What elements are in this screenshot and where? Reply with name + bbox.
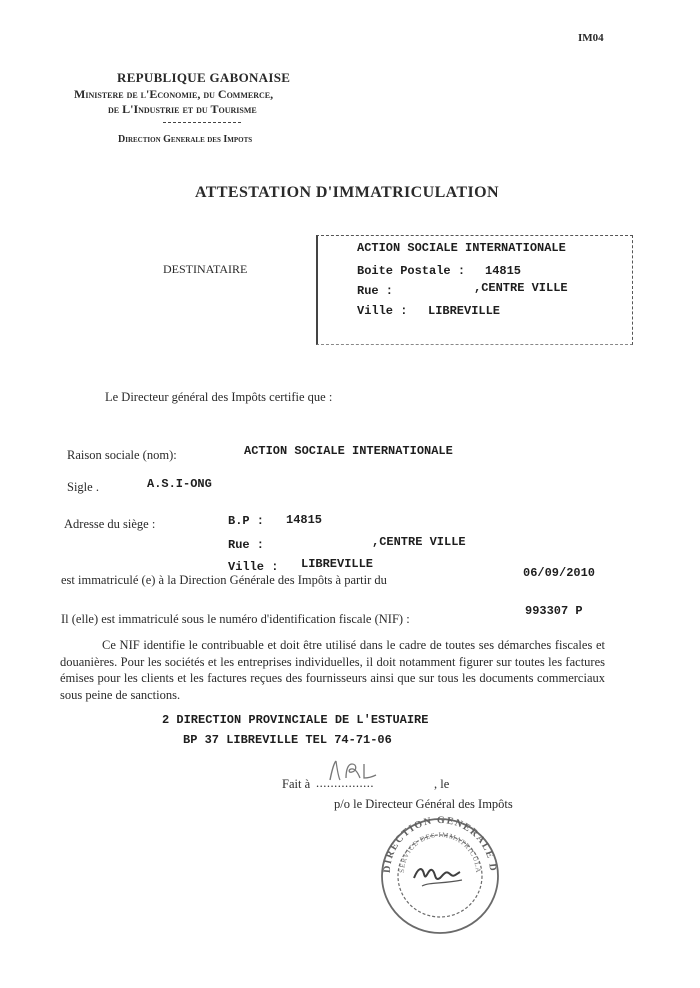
recipient-rue-label: Rue :	[357, 284, 394, 298]
recipient-rue-value: ,CENTRE VILLE	[474, 281, 568, 295]
nif-statement: Il (elle) est immatriculé sous le numéro d'identification fiscale (NIF) :	[61, 612, 410, 626]
registration-statement: est immatriculé (e) à la Direction Générale des Impôts à partir du	[61, 573, 387, 587]
form-code: IM04	[578, 32, 604, 44]
siege-bp-label: B.P :	[228, 514, 265, 528]
recipient-bp-label: Boite Postale :	[357, 264, 466, 278]
stamp-outer-text: DIRECTION GENERALE D	[381, 814, 499, 874]
recipient-ville-value: LIBREVILLE	[428, 304, 501, 318]
fait-a-dotted-line: ................	[316, 776, 374, 790]
adresse-siege-label: Adresse du siège :	[64, 517, 156, 531]
nif-usage-paragraph: Ce NIF identifie le contribuable et doit être utilisé dans le cadre de toutes ses démarches fiscales et douanières. Pour les sociétés et les entreprises individuelles, il doit notamment figurer sur toutes les factures émises pour les clients et les factures reçues des fournisseurs ainsi que sur tous les documents commerciaux sous peine de sanctions.	[60, 638, 605, 702]
recipient-name: ACTION SOCIALE INTERNATIONALE	[357, 241, 566, 255]
recipient-bp-value: 14815	[485, 264, 522, 278]
document-title: ATTESTATION D'IMMATRICULATION	[195, 184, 499, 201]
fait-le-label: , le	[434, 777, 450, 791]
signatory-line: p/o le Directeur Général des Impôts	[334, 797, 513, 811]
recipient-ville-label: Ville :	[357, 304, 408, 318]
siege-ville-value: LIBREVILLE	[301, 557, 374, 571]
siege-bp-value: 14815	[286, 513, 323, 527]
official-stamp	[370, 808, 510, 943]
certify-statement: Le Directeur général des Impôts certifie que :	[105, 390, 333, 404]
header-divider	[163, 122, 241, 123]
registration-date: 06/09/2010	[523, 566, 596, 580]
raison-sociale-value: ACTION SOCIALE INTERNATIONALE	[244, 444, 453, 458]
siege-ville-label: Ville :	[228, 560, 279, 574]
ministry-line-2: de L'Industrie et du Tourisme	[108, 102, 257, 116]
siege-rue-value: ,CENTRE VILLE	[372, 535, 466, 549]
sigle-label: Sigle .	[67, 480, 99, 494]
fait-a-label: Fait à	[282, 777, 311, 791]
nif-number: 993307 P	[525, 604, 583, 618]
republic-heading: REPUBLIQUE GABONAISE	[117, 70, 291, 85]
office-address-line-1: 2 DIRECTION PROVINCIALE DE L'ESTUAIRE	[162, 713, 429, 727]
raison-sociale-label: Raison sociale (nom):	[67, 448, 177, 462]
recipient-label: DESTINATAIRE	[163, 262, 248, 276]
siege-rue-label: Rue :	[228, 538, 265, 552]
direction-heading: Direction Generale des Impots	[118, 134, 253, 145]
sigle-value: A.S.I-ONG	[147, 477, 212, 491]
stamp-inner-text: SERVICE DES IMMATRICULA	[397, 830, 483, 874]
handwritten-place-scribble	[324, 758, 384, 789]
ministry-line-1: Ministere de l'Economie, du Commerce,	[74, 87, 274, 101]
office-address-line-2: BP 37 LIBREVILLE TEL 74-71-06	[183, 733, 392, 747]
